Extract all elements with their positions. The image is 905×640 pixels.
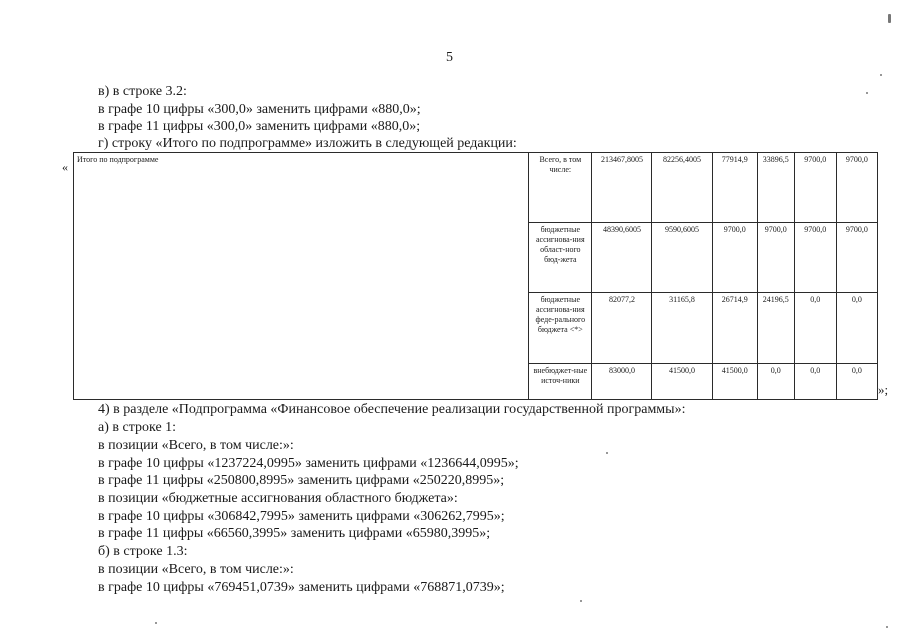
value-cell: 77914,9: [712, 153, 757, 223]
opening-quote: «: [62, 160, 68, 174]
text-line: а) в строке 1:: [98, 420, 177, 435]
value-cell: 9590,6005: [652, 223, 712, 293]
scan-speck: [880, 74, 882, 76]
value-cell: 26714,9: [712, 293, 757, 364]
text-line: в графе 10 цифры «300,0» заменить цифрами «880,0»;: [98, 102, 421, 117]
value-cell: 41500,0: [652, 364, 712, 400]
text-line: в графе 11 цифры «300,0» заменить цифрами «880,0»;: [98, 119, 421, 134]
subprogram-total-table: [73, 152, 878, 400]
scan-speck: [866, 92, 868, 94]
scan-speck: [580, 600, 582, 602]
value-cell: 9700,0: [794, 153, 836, 223]
scan-speck: [155, 622, 157, 624]
text-line: в позиции «Всего, в том числе:»:: [98, 562, 294, 577]
row-label: Всего, в том числе:: [529, 153, 592, 223]
value-cell: 213467,8005: [592, 153, 652, 223]
value-cell: 31165,8: [652, 293, 712, 364]
scan-speck: [606, 452, 608, 454]
table-title-cell: Итого по подпрограмме: [74, 153, 529, 400]
scan-speck: [886, 626, 888, 628]
text-line: в графе 11 цифры «66560,3995» заменить цифрами «65980,3995»;: [98, 526, 491, 541]
value-cell: 9700,0: [757, 223, 794, 293]
row-label: внебюджет-ные источ-ники: [529, 364, 592, 400]
closing-quote: »;: [878, 382, 889, 397]
value-cell: 48390,6005: [592, 223, 652, 293]
text-line: в графе 10 цифры «769451,0739» заменить цифрами «768871,0739»;: [98, 580, 505, 595]
value-cell: 9700,0: [794, 223, 836, 293]
value-cell: 0,0: [757, 364, 794, 400]
row-label: бюджетные ассигнова-ния феде-рального бюджета <*>: [529, 293, 592, 364]
value-cell: 9700,0: [712, 223, 757, 293]
text-line: в графе 10 цифры «1237224,0995» заменить цифрами «1236644,0995»;: [98, 456, 519, 471]
value-cell: 82256,4005: [652, 153, 712, 223]
text-line: в графе 11 цифры «250800,8995» заменить цифрами «250220,8995»;: [98, 473, 505, 488]
text-line: в позиции «Всего, в том числе:»:: [98, 438, 294, 453]
value-cell: 24196,5: [757, 293, 794, 364]
value-cell: 41500,0: [712, 364, 757, 400]
value-cell: 83000,0: [592, 364, 652, 400]
value-cell: 9700,0: [836, 223, 877, 293]
value-cell: 0,0: [836, 364, 877, 400]
text-line: в графе 10 цифры «306842,7995» заменить цифрами «306262,7995»;: [98, 509, 505, 524]
value-cell: 82077,2: [592, 293, 652, 364]
row-label: бюджетные ассигнова-ния област-ного бюд-жета: [529, 223, 592, 293]
text-line: в позиции «бюджетные ассигнования областного бюджета»:: [98, 491, 458, 506]
value-cell: 33896,5: [757, 153, 794, 223]
text-line: г) строку «Итого по подпрограмме» изложить в следующей редакции:: [98, 136, 517, 151]
value-cell: 0,0: [794, 293, 836, 364]
page-number: 5: [446, 50, 453, 65]
value-cell: 0,0: [836, 293, 877, 364]
text-line: б) в строке 1.3:: [98, 544, 188, 559]
text-line: 4) в разделе «Подпрограмма «Финансовое обеспечение реализации государственной программы»:: [98, 402, 686, 417]
scan-speck: [888, 14, 891, 23]
value-cell: 9700,0: [836, 153, 877, 223]
table-row: [74, 153, 878, 223]
text-line: в) в строке 3.2:: [98, 84, 187, 99]
value-cell: 0,0: [794, 364, 836, 400]
